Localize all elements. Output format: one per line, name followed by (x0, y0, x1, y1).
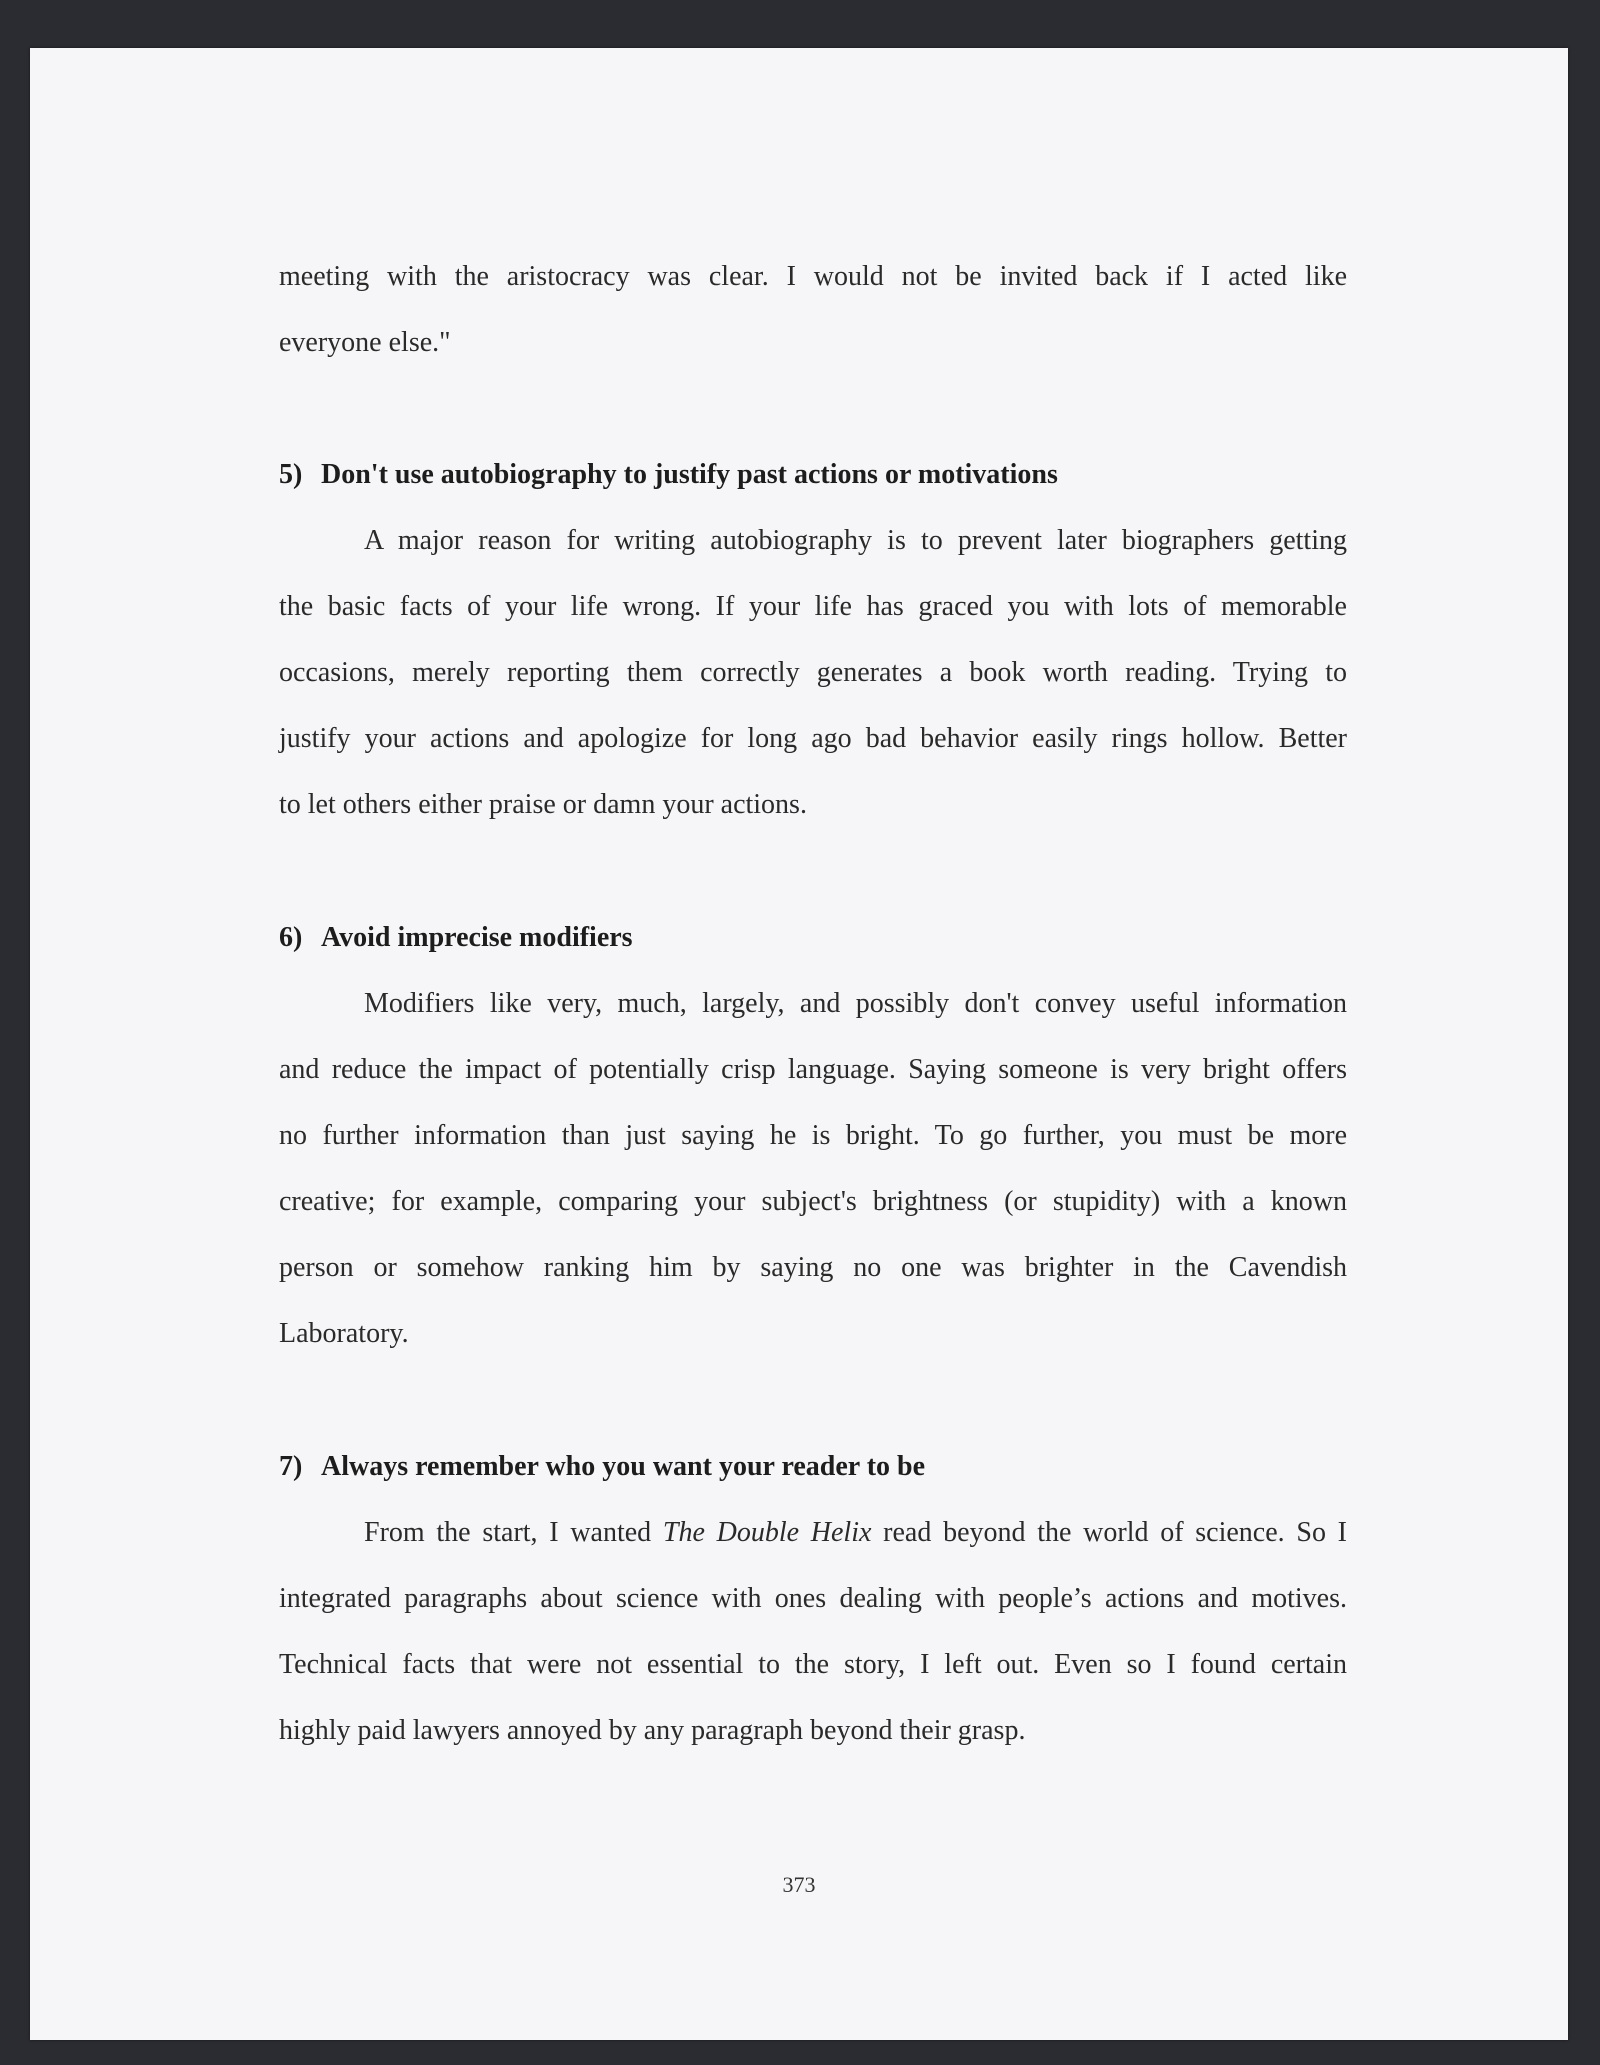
paragraph-line: to let others either praise or damn your actions. (279, 789, 807, 820)
paragraph-line: Modifiers like very, much, largely, and possibly don't convey useful information (364, 988, 1347, 1019)
section-heading-7 (279, 1450, 1347, 1484)
paragraph-line (279, 1516, 1347, 1550)
paragraph-line: Technical facts that were not essential to the story, I left out. Even so I found certain (279, 1649, 1347, 1680)
section-heading-6 (279, 921, 1347, 955)
paragraph-line: creative; for example, comparing your subject's brightness (or stupidity) with a known (279, 1186, 1347, 1217)
section-title: Don't use autobiography to justify past actions or motivations (321, 459, 1058, 490)
document-page (30, 48, 1568, 2040)
text-run: From the start, I wanted (364, 1517, 663, 1548)
paragraph-line: everyone else." (279, 327, 451, 358)
section-title: Always remember who you want your reader to be (321, 1451, 926, 1482)
paragraph-line: no further information than just saying he is bright. To go further, you must be more (279, 1120, 1347, 1151)
text-run: read beyond the world of science. So I (871, 1517, 1348, 1548)
paragraph-line: meeting with the aristocracy was clear. I would not be invited back if I acted like (279, 261, 1347, 292)
paragraph-line: the basic facts of your life wrong. If your life has graced you with lots of memorable (279, 591, 1347, 622)
paragraph-line: Laboratory. (279, 1318, 409, 1349)
paragraph-line: integrated paragraphs about science with ones dealing with people’s actions and motives. (279, 1583, 1347, 1614)
section-heading-5 (279, 458, 1347, 492)
section-title: Avoid imprecise modifiers (321, 922, 633, 953)
section-number: 6) (279, 922, 303, 953)
paragraph-line: and reduce the impact of potentially crisp language. Saying someone is very bright offers (279, 1054, 1347, 1085)
page-number: 373 (782, 1872, 816, 1897)
paragraph-line: occasions, merely reporting them correctly generates a book worth reading. Trying to (279, 657, 1347, 688)
paragraph-line: highly paid lawyers annoyed by any paragraph beyond their grasp. (279, 1715, 1026, 1746)
paragraph-line: person or somehow ranking him by saying no one was brighter in the Cavendish (279, 1252, 1347, 1283)
section-number: 5) (279, 459, 303, 490)
paragraph-line: justify your actions and apologize for long ago bad behavior easily rings hollow. Better (279, 723, 1347, 754)
paragraph-line: A major reason for writing autobiography is to prevent later biographers getting (364, 525, 1347, 556)
book-title: The Double Helix (662, 1517, 872, 1548)
section-number: 7) (279, 1451, 303, 1482)
